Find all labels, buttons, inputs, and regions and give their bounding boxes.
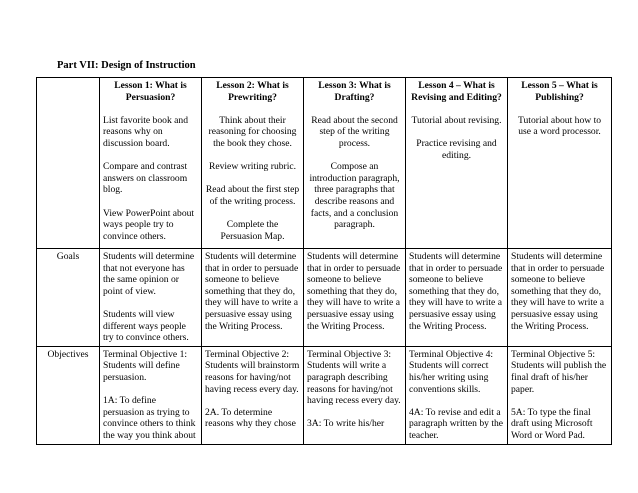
lesson-2-title: Lesson 2: What is Prewriting? <box>216 80 289 103</box>
lesson-4-activity-1: Tutorial about revising. <box>411 114 502 126</box>
lesson-1-objective-extra: 1A: To define persuasion as trying to convince others to think the way you think about <box>103 395 196 441</box>
objectives-row <box>37 346 612 444</box>
lesson-5-objective-extra: 5A: To type the final draft using Microsoft Word or Word Pad. <box>511 406 593 441</box>
lesson-4-cell <box>406 78 508 249</box>
lessons-row <box>37 78 612 249</box>
lesson-4-activity-2: Practice revising and editing. <box>416 137 497 161</box>
lesson-2-activity-2: Review writing rubric. <box>208 161 297 173</box>
lesson-1-goal-text: Students will determine that not everyone has the same opinion or point of view. <box>103 251 195 297</box>
lesson-2-cell <box>202 78 304 249</box>
lesson-1-title: Lesson 1: What is Persuasion? <box>114 80 187 103</box>
page-heading: Part VII: Design of Instruction <box>57 60 196 71</box>
goals-row <box>37 249 612 347</box>
lesson-3-objective-text: Terminal Objective 3: Students will write a paragraph describing reasons for having/not having recess every day. <box>307 348 401 407</box>
lesson-5-title: Lesson 5 – What is Publishing? <box>521 80 598 103</box>
lesson-2-activity-4: Complete the Persuasion Map. <box>220 219 285 242</box>
lesson-5-cell <box>508 78 612 249</box>
lesson-4-objective-extra: 4A: To revise and edit a paragraph written by the teacher. <box>409 406 504 441</box>
instruction-table <box>36 77 612 445</box>
lesson-2-goal: Students will determine that in order to persuade someone to believe something that they do, they will have to write a persuasive essay using the Writing Process. <box>202 249 304 347</box>
lesson-2-activity-3: Read about the first step of the writing process. <box>205 184 300 207</box>
lesson-3-goal: Students will determine that in order to persuade someone to believe something that they do, they will have to write a persuasive essay using the Writing Process. <box>304 249 406 347</box>
lesson-1-goal-extra: Students will view different ways people try to convince others. <box>103 308 189 344</box>
lesson-1-objective-text: Terminal Objective 1: Students will define persuasion. <box>103 348 188 383</box>
lesson-4-title: Lesson 4 – What is Revising and Editing? <box>411 80 502 103</box>
lesson-1-cell <box>100 78 202 249</box>
lesson-2-objective <box>202 346 304 444</box>
lesson-3-cell <box>304 78 406 249</box>
objectives-label: Objectives <box>37 346 100 444</box>
lesson-1-objective <box>100 346 202 444</box>
lesson-3-activity-1: Read about the second step of the writing process. <box>311 114 398 149</box>
lesson-5-activity-1: Tutorial about how to use a word processor. <box>517 114 602 138</box>
lesson-1-goal <box>100 249 202 347</box>
lesson-5-objective <box>508 346 612 444</box>
lesson-1-activity-1: List favorite book and reasons why on discussion board. <box>103 114 188 149</box>
corner-cell <box>37 78 100 249</box>
goals-label: Goals <box>37 249 100 347</box>
lesson-2-objective-extra: 2A. To determine reasons why they chose <box>205 406 296 430</box>
lesson-3-objective-extra: 3A: To write his/her <box>307 418 385 430</box>
lesson-1-activity-3: View PowerPoint about ways people try to convince others. <box>103 207 195 242</box>
lesson-4-goal: Students will determine that in order to persuade someone to believe something that they do, they will have to write a persuasive essay using the Writing Process. <box>406 249 508 347</box>
lesson-4-objective-text: Terminal Objective 4: Students will correct his/her writing using conventions skills. <box>409 348 494 395</box>
lesson-3-title: Lesson 3: What is Drafting? <box>318 80 391 103</box>
lesson-2-activity-1: Think about their reasoning for choosing the book they chose. <box>208 114 297 149</box>
lesson-2-objective-text: Terminal Objective 2: Students will brainstorm reasons for having/not having recess every day. <box>205 348 300 395</box>
lesson-3-activity-2: Compose an introduction paragraph, three paragraphs that describe reasons and facts, and a conclusion paragraph. <box>309 161 400 231</box>
lesson-5-goal: Students will determine that in order to persuade someone to believe something that they do, they will have to write a persuasive essay using the Writing Process. <box>508 249 612 347</box>
lesson-4-objective <box>406 346 508 444</box>
lesson-3-objective <box>304 346 406 444</box>
lesson-1-activity-2: Compare and contrast answers on classroom blog. <box>103 161 188 196</box>
lesson-5-objective-text: Terminal Objective 5: Students will publish the final draft of his/her paper. <box>511 348 607 395</box>
